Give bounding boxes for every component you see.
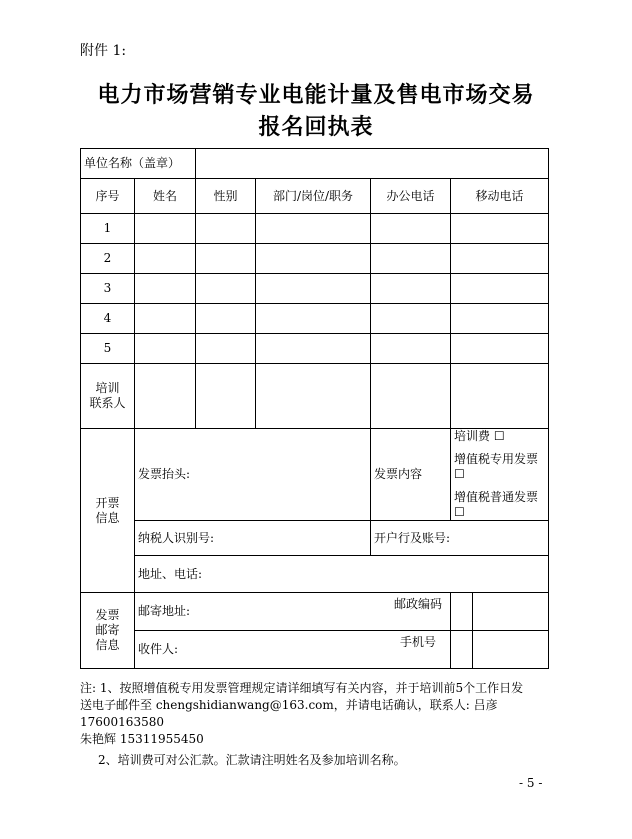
form-title-line-2: 报名回执表 (258, 114, 374, 140)
row-index: 1 (81, 214, 135, 244)
mobile-number-label-text: 手机号 (400, 635, 437, 649)
col-header-index: 序号 (81, 179, 135, 214)
unit-name-label: 单位名称（盖章） (81, 149, 196, 179)
row-index: 3 (81, 274, 135, 304)
invoice-address-phone-field[interactable]: 地址、电话: (135, 556, 549, 593)
page-number: - 5 - (519, 776, 543, 790)
mobile-phone-cell[interactable] (451, 274, 549, 304)
table-row (81, 214, 549, 244)
mobile-number-label (451, 631, 473, 669)
vat-special-invoice-checkbox[interactable]: 增值税专用发票☐ (454, 452, 539, 481)
table-header-row (81, 179, 549, 214)
training-contact-row (81, 364, 549, 429)
note-1-line-3: 朱艳辉 15311955450 (80, 732, 204, 746)
contact-department-cell[interactable] (256, 364, 371, 429)
gender-cell[interactable] (196, 304, 256, 334)
vat-ordinary-invoice-checkbox[interactable]: 增值税普通发票☐ (454, 490, 539, 519)
mobile-phone-cell[interactable] (451, 334, 549, 364)
invoice-title-field[interactable]: 发票抬头: (135, 429, 371, 521)
table-row (81, 274, 549, 304)
gender-cell[interactable] (196, 214, 256, 244)
col-header-office-phone: 办公电话 (371, 179, 451, 214)
office-phone-cell[interactable] (371, 334, 451, 364)
name-cell[interactable] (135, 334, 196, 364)
row-index: 4 (81, 304, 135, 334)
gender-cell[interactable] (196, 274, 256, 304)
registration-form-table (80, 148, 549, 669)
zip-code-label-text: 邮政编码 (394, 597, 443, 611)
notes-section (80, 680, 552, 769)
bank-account-field[interactable]: 开户行及账号: (371, 521, 549, 556)
form-title-line-1: 电力市场营销专业电能计量及售电市场交易 (97, 82, 535, 108)
office-phone-cell[interactable] (371, 304, 451, 334)
gender-cell[interactable] (196, 334, 256, 364)
taxpayer-id-field[interactable]: 纳税人识别号: (135, 521, 371, 556)
office-phone-cell[interactable] (371, 244, 451, 274)
contact-gender-cell[interactable] (196, 364, 256, 429)
name-cell[interactable] (135, 214, 196, 244)
department-cell[interactable] (256, 304, 371, 334)
mobile-number-field[interactable] (473, 631, 549, 669)
table-row (81, 334, 549, 364)
name-cell[interactable] (135, 304, 196, 334)
row-index: 5 (81, 334, 135, 364)
recipient-field[interactable]: 收件人: (135, 631, 451, 669)
office-phone-cell[interactable] (371, 274, 451, 304)
name-cell[interactable] (135, 274, 196, 304)
office-phone-cell[interactable] (371, 214, 451, 244)
col-header-gender: 性别 (196, 179, 256, 214)
department-cell[interactable] (256, 334, 371, 364)
gender-cell[interactable] (196, 244, 256, 274)
department-cell[interactable] (256, 214, 371, 244)
note-2: 2、培训费可对公汇款。汇款请注明姓名及参加培训名称。 (98, 753, 406, 767)
table-row (81, 304, 549, 334)
department-cell[interactable] (256, 274, 371, 304)
note-1-line-1: 注: 1、按照增值税专用发票管理规定请详细填写有关内容，并于培训前5个工作日发 (80, 681, 524, 695)
mailing-address-field[interactable]: 邮寄地址: (135, 593, 451, 631)
zip-code-label (451, 593, 473, 631)
name-cell[interactable] (135, 244, 196, 274)
mobile-phone-cell[interactable] (451, 304, 549, 334)
zip-code-field[interactable] (473, 593, 549, 631)
training-contact-label: 培训 联系人 (81, 364, 135, 429)
contact-mobile-phone-cell[interactable] (451, 364, 549, 429)
department-cell[interactable] (256, 244, 371, 274)
invoice-content-label: 发票内容 (371, 429, 451, 521)
contact-name-cell[interactable] (135, 364, 196, 429)
attachment-label: 附件 1: (80, 43, 127, 59)
unit-name-field[interactable] (196, 149, 549, 179)
mobile-phone-cell[interactable] (451, 244, 549, 274)
invoice-type-options (451, 429, 549, 521)
col-header-mobile-phone: 移动电话 (451, 179, 549, 214)
training-fee-checkbox[interactable]: 培训费 ☐ (454, 429, 505, 443)
invoice-section-label: 开票 信息 (81, 429, 135, 593)
row-index: 2 (81, 244, 135, 274)
note-1-line-2: 送电子邮件至 chengshidianwang@163.com，并请电话确认，联系人: 吕彦17600163580 (80, 698, 498, 729)
contact-office-phone-cell[interactable] (371, 364, 451, 429)
mobile-phone-cell[interactable] (451, 214, 549, 244)
col-header-department: 部门/岗位/职务 (256, 179, 371, 214)
col-header-name: 姓名 (135, 179, 196, 214)
mailing-section-label: 发票 邮寄 信息 (81, 593, 135, 669)
table-row (81, 244, 549, 274)
